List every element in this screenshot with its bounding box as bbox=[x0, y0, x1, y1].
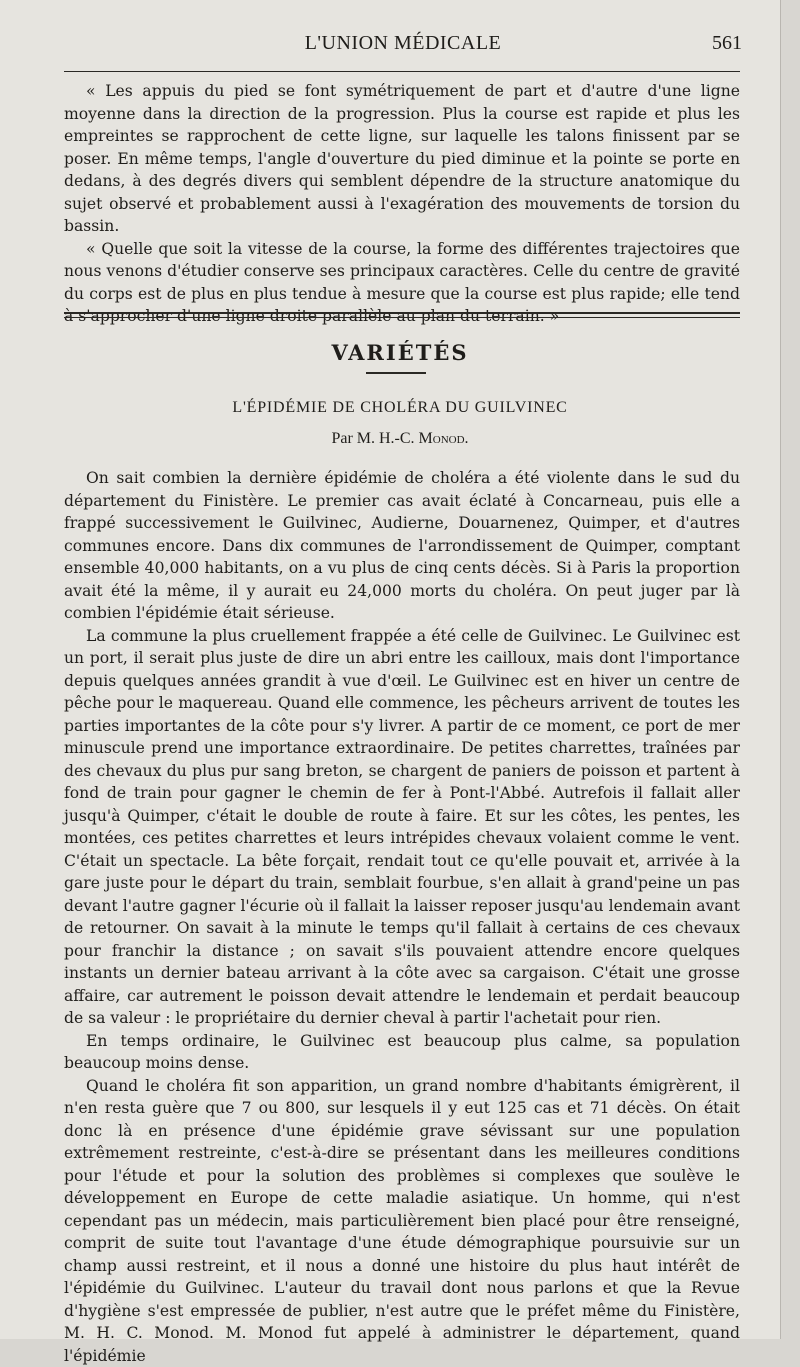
running-title: L'UNION MÉDICALE bbox=[64, 32, 742, 55]
paragraph: « Les appuis du pied se font symétriquement de part et d'autre d'une ligne moyenne dans la direction de la progression. Plus la course est rapide et plus les empreintes se rapprochent de cette ligne, sur laquelle les talons finissent par se poser. En même temps, l'angle d'ouverture du pied diminue et la pointe se porte en dedans, à des degrés divers qui semblent dépendre de la structure anatomique du sujet observé et probablement aussi à l'exagération des mouvements de torsion du bassin. bbox=[64, 80, 740, 238]
byline bbox=[0, 430, 800, 448]
title-ornament bbox=[366, 372, 426, 378]
article-title: L'ÉPIDÉMIE DE CHOLÉRA DU GUILVINEC bbox=[0, 399, 800, 417]
paragraph: La commune la plus cruellement frappée a été celle de Guilvinec. Le Guilvinec est un port, il serait plus juste de dire un abri entre les cailloux, mais dont l'importance depuis quelques années grandit à vue d'œil. Le Guilvinec est en hiver un centre de pêche pour le maquereau. Quand elle commence, les pêcheurs arrivent de toutes les parties importantes de la côte pour s'y livrer. A partir de ce moment, ce port de mer minuscule prend une importance extraordinaire. De petites charrettes, traînées par des chevaux du plus pur sang breton, se chargent de paniers de poisson et partent à fond de train pour gagner le chemin de fer à Pont-l'Abbé. Autrefois il fallait aller jusqu'à Quimper, c'était le double de route à faire. Et sur les côtes, les pentes, les montées, ces petites charrettes et leurs intrépides chevaux volaient comme le vent. C'était un spectacle. La bête forçait, rendait tout ce qu'elle pouvait et, arrivée à la gare juste pour le départ du train, semblait fourbue, s'en allait à grand'peine un pas devant l'autre gagner l'écurie où il fallait la laisser reposer jusqu'au lendemain avant de retourner. On savait à la minute le temps qu'il fallait à certains de ces chevaux pour franchir la distance ; on savait s'ils pouvaient attendre encore quelques instants un dernier bateau arrivant à la côte avec sa cargaison. C'était une grosse affaire, car autrement le poisson devait attendre le lendemain et perdait beaucoup de sa valeur : le propriétaire du dernier cheval à partir l'achetait pour rien. bbox=[64, 625, 740, 1030]
author-name: Monod. bbox=[419, 430, 469, 447]
article-body bbox=[64, 467, 740, 1367]
section-divider bbox=[64, 312, 740, 318]
paragraph: En temps ordinaire, le Guilvinec est beaucoup plus calme, sa population beaucoup moins dense. bbox=[64, 1030, 740, 1075]
continued-text bbox=[64, 80, 740, 328]
paragraph: « Quelle que soit la vitesse de la course, la forme des différentes trajectoires que nous venons d'étudier conserve ses principaux caractères. Celle du centre de gravité du corps est de plus en plus tendue à mesure que la course est plus rapide; elle tend à s'approcher d'une ligne droite parallèle au plan du terrain. » bbox=[64, 238, 740, 328]
header-rule bbox=[64, 71, 740, 72]
page-header bbox=[64, 30, 742, 64]
page-number: 561 bbox=[712, 32, 742, 55]
byline-prefix: Par M. H.-C. bbox=[331, 430, 418, 447]
paragraph: Quand le choléra fit son apparition, un grand nombre d'habitants émigrèrent, il n'en resta guère que 7 ou 800, sur lesquels il y eut 125 cas et 71 décès. On était donc là en présence d'une épidémie grave sévissant sur une population extrêmement restreinte, c'est-à-dire se présentant dans les meilleures conditions pour l'étude et pour la solution des problèmes si complexes que soulève le développement en Europe de cette maladie asiatique. Un homme, qui n'est cependant pas un médecin, mais particulièrement bien placé pour être renseigné, comprit de suite tout l'avantage d'une étude démographique poursuivie sur un champ aussi restreint, et il nous a donné une histoire du plus haut intérêt de l'épidémie du Guilvinec. L'auteur du travail dont nous parlons et que la Revue d'hygiène s'est empressée de publier, n'est autre que le préfet même du Finistère, M. H. C. Monod. M. Monod fut appelé à administrer le département, quand l'épidémie bbox=[64, 1075, 740, 1367]
paragraph: On sait combien la dernière épidémie de choléra a été violente dans le sud du département du Finistère. Le premier cas avait éclaté à Concarneau, puis elle a frappé successivement le Guilvinec, Audierne, Douarnenez, Quimper, et d'autres communes encore. Dans dix communes de l'arrondissement de Quimper, comptant ensemble 40,000 habitants, on a vu plus de cinq cents décès. Si à Paris la proportion avait été la même, il y aurait eu 24,000 morts du choléra. On peut juger par là combien l'épidémie était sérieuse. bbox=[64, 467, 740, 625]
section-title: VARIÉTÉS bbox=[0, 340, 800, 365]
